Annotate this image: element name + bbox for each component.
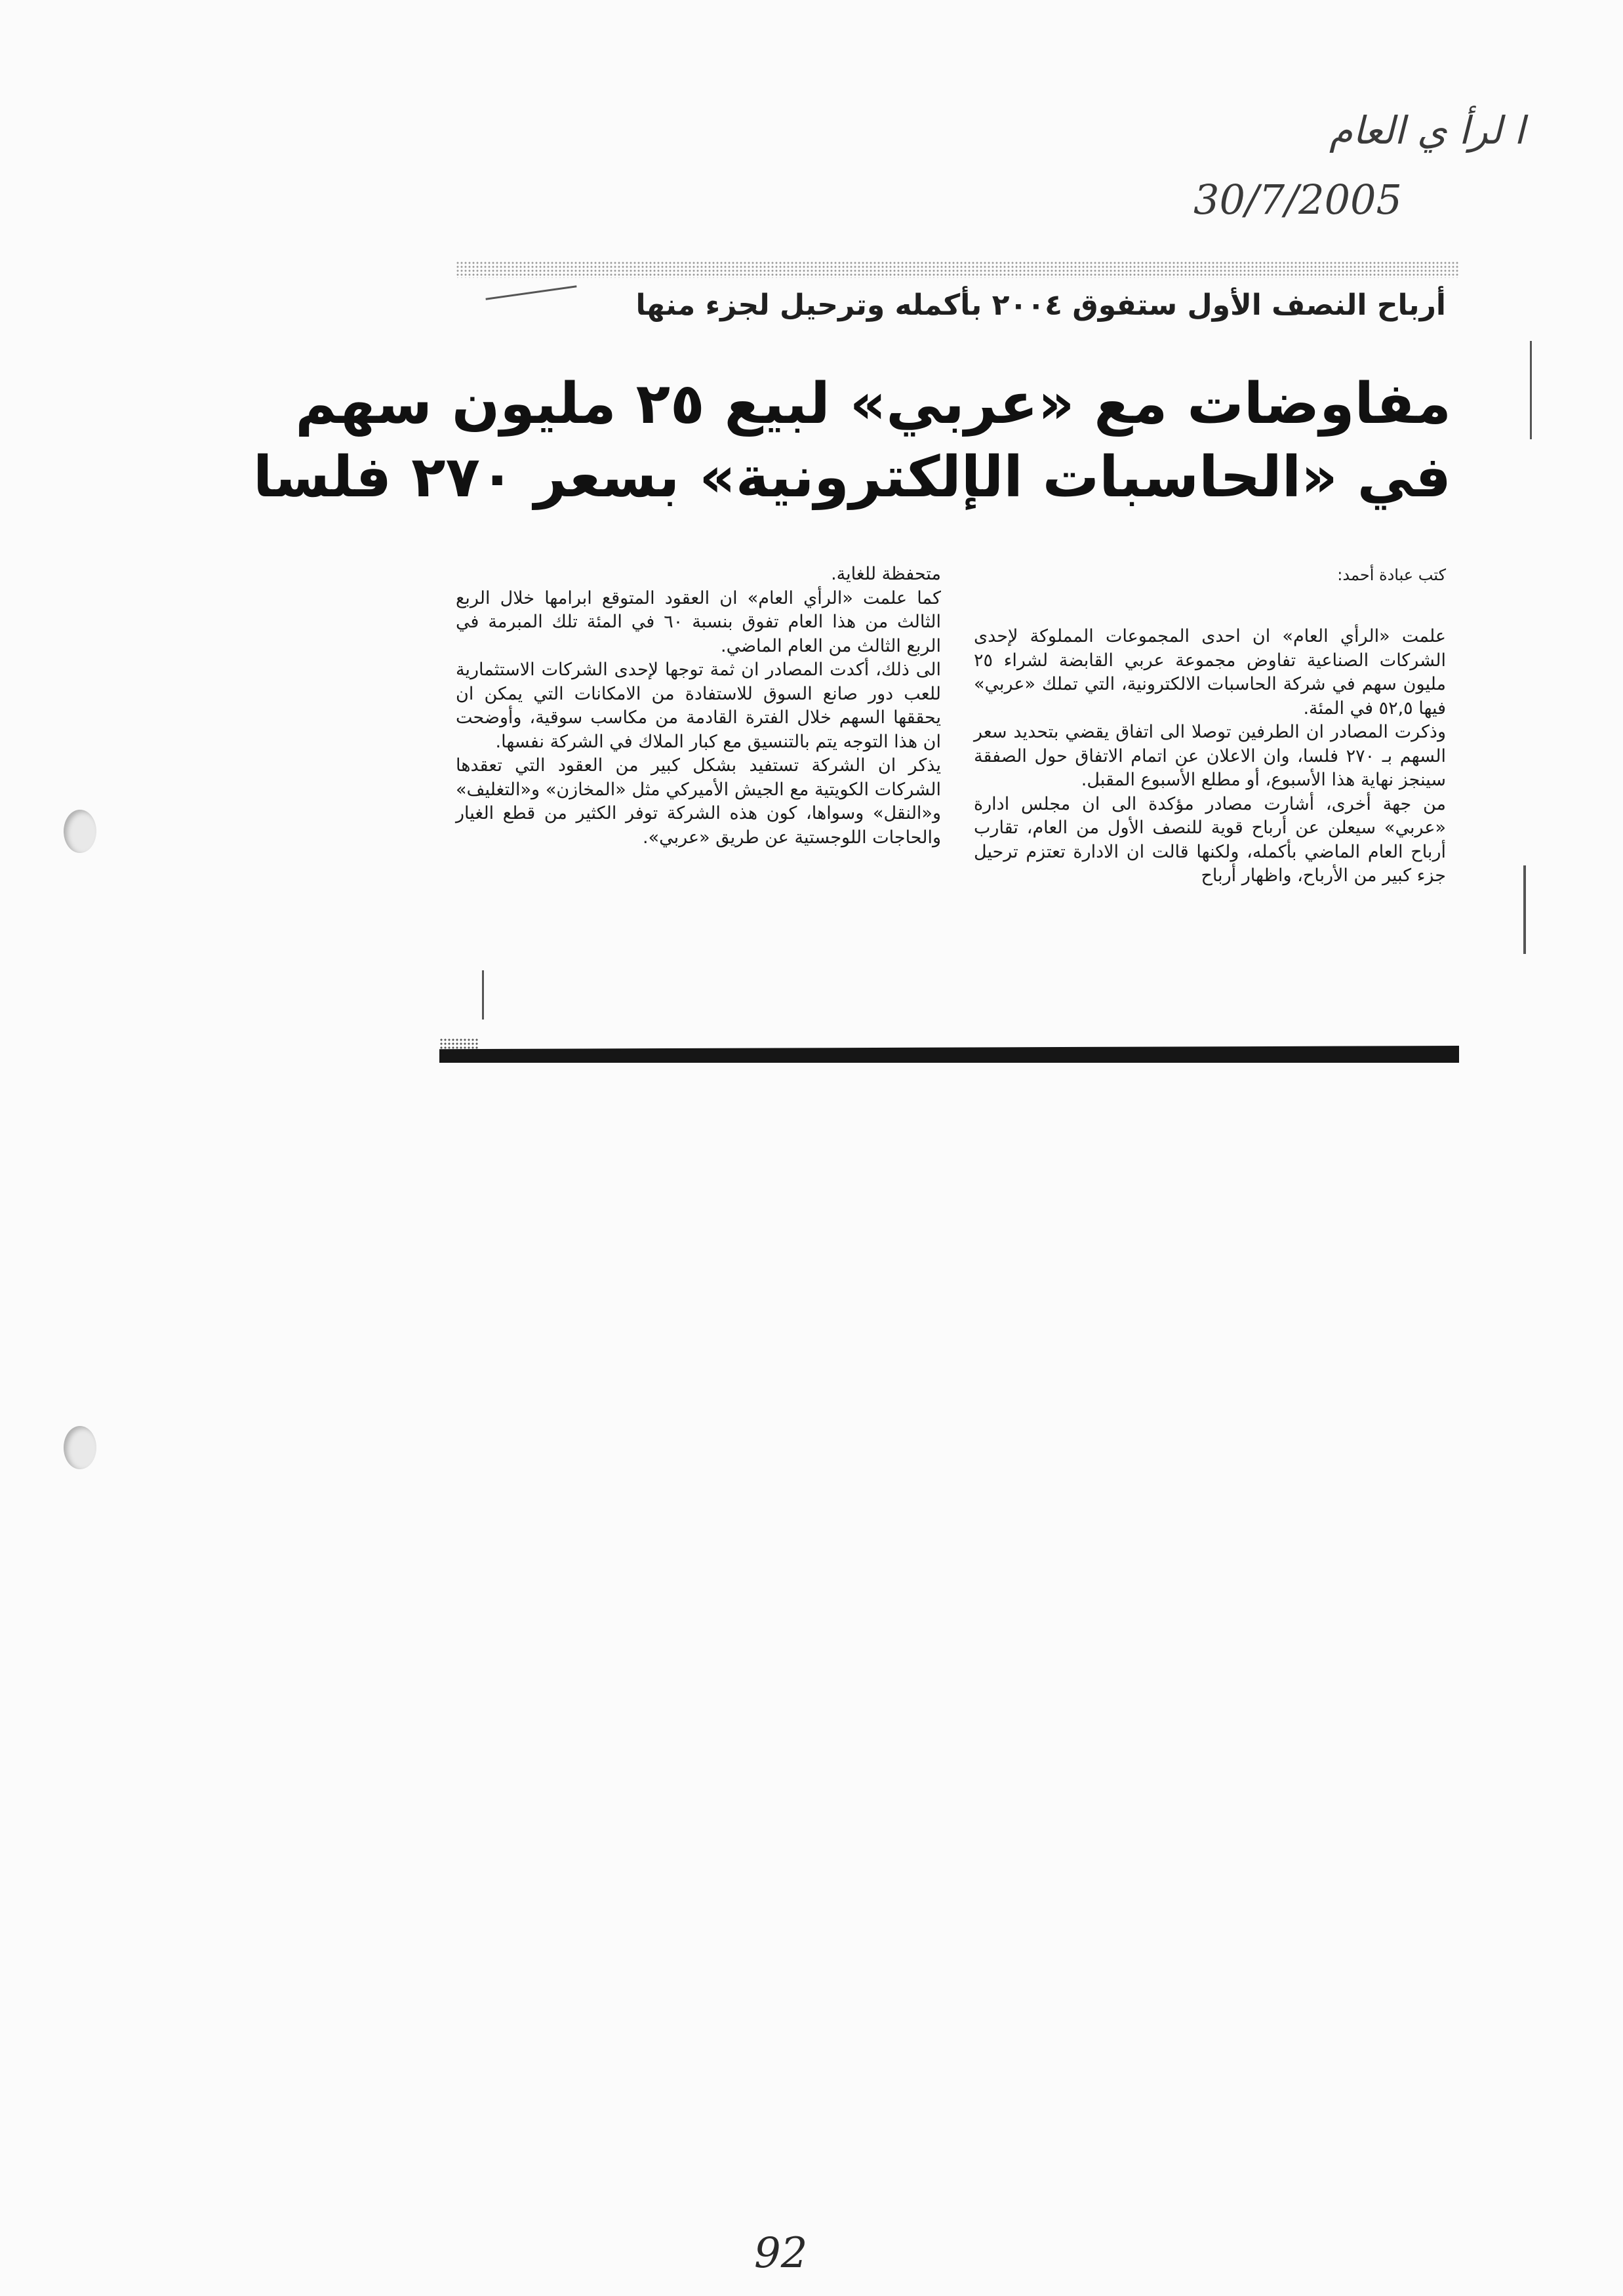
paragraph: الى ذلك، أكدت المصادر ان ثمة توجها لإحدى الشركات الاستثمارية للعب دور صانع السوق للاستفادة من الامكانات التي يمكن ان يحققها السهم خلال الفترة القادمة من مكاسب سوقية، وأوضحت ان هذا التوجه يتم بالتنسيق مع كبار الملاك في الشركة نفسها.: [456, 660, 941, 752]
headline-line-1: مفاوضات مع «عربي» لبيع ٢٥ مليون سهم: [295, 371, 1451, 437]
article-headline: [253, 367, 1451, 514]
article-subheadline: أرباح النصف الأول ستفوق ٢٠٠٤ بأكمله وترحيل لجزء منها: [635, 288, 1446, 322]
article-byline: كتب عبادة أحمد:: [1337, 566, 1446, 584]
handwritten-source-note: ا لرأ ي العام: [1329, 108, 1525, 153]
paragraph: من جهة أخرى، أشارت مصادر مؤكدة الى ان مجلس ادارة «عربي» سيعلن عن أرباح قوية للنصف الأول من العام، تقارب أرباح العام الماضي بأكمله، ولكنها قالت ان الادارة تعتزم ترحيل جزء كبير من الأرباح، واظهار أرباح: [974, 793, 1446, 886]
paragraph: وذكرت المصادر ان الطرفين توصلا الى اتفاق يقضي بتحديد سعر السهم بـ ٢٧٠ فلسا، وان الاعلان عن اتمام الاتفاق حول الصفقة سينجز نهاية هذا الأسبوع، أو مطلع الأسبوع المقبل.: [974, 722, 1446, 790]
clipping-top-texture: [456, 261, 1459, 278]
headline-line-2: في «الحاسبات الإلكترونية» بسعر ٢٧٠ فلسا: [252, 445, 1451, 510]
margin-mark: [482, 970, 484, 1019]
margin-mark: [1530, 341, 1532, 439]
paragraph: كما علمت «الرأي العام» ان العقود المتوقع ابرامها خلال الربع الثالث من هذا العام تفوق بنسبة ٦٠ في المئة تلك المبرمة في الربع الثالث من العام الماضي.: [456, 587, 941, 656]
punch-hole-top: [64, 810, 96, 853]
paragraph: علمت «الرأي العام» ان احدى المجموعات المملوكة لإحدى الشركات الصناعية تفاوض مجموعة عربي القابضة لشراء ٢٥ مليون سهم في شركة الحاسبات الالكترونية، التي تملك «عربي» فيها ٥٢,٥ في المئة.: [974, 626, 1446, 719]
paragraph: يذكر ان الشركة تستفيد بشكل كبير من العقود التي تعقدها الشركات الكويتية مع الجيش الأميركي مثل «المخازن» و«التغليف» و«النقل» وسواها، كون هذه الشركة توفر الكثير من قطع الغيار والحاجات اللوجستية عن طريق «عربي».: [456, 755, 941, 848]
article-column-right: [974, 625, 1446, 888]
paragraph: متحفظة للغاية.: [831, 564, 941, 584]
margin-mark: [1523, 865, 1526, 954]
newspaper-clipping: [252, 261, 1459, 999]
punch-hole-bottom: [64, 1426, 96, 1469]
clipping-bottom-edge: [439, 1046, 1459, 1063]
handwritten-date: 30/7/2005: [1193, 176, 1402, 224]
page-number: 92: [754, 2229, 808, 2278]
article-column-left: [456, 563, 941, 850]
